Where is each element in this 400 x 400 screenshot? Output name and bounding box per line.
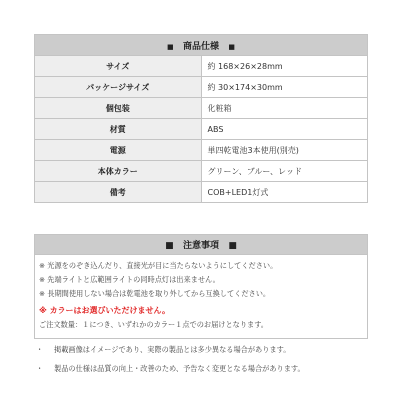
color-warning: ※ カラーはお選びいただけません。 (39, 306, 171, 315)
spec-row-material (35, 119, 368, 140)
spec-label: 材質 (35, 119, 202, 140)
spec-row-remarks (35, 182, 368, 203)
note-line: ※ 光源をのぞき込んだり、直接光が目に当たらないようにしてください。 (39, 261, 278, 270)
spec-row-size (35, 56, 368, 77)
spec-label: 電源 (35, 140, 202, 161)
bullet-icon: ・ (36, 344, 44, 354)
square-marker-icon: ■ (165, 241, 174, 251)
disclaimer-text: 掲載画像はイメージであり、実際の製品とは多少異なる場合があります。 (54, 344, 291, 354)
square-marker-icon: ■ (228, 42, 236, 51)
notes-body (35, 255, 368, 339)
spec-value: グリーン、ブルー、レッド (201, 161, 368, 182)
square-marker-icon: ■ (166, 42, 174, 51)
spec-row-packaging (35, 98, 368, 119)
disclaimer-text: 製品の仕様は品質の向上・改善のため、予告なく変更となる場合があります。 (54, 363, 305, 373)
notes-box (34, 234, 368, 339)
spec-value: 化粧箱 (201, 98, 368, 119)
square-marker-icon: ■ (228, 241, 237, 251)
spec-label: 本体カラー (35, 161, 202, 182)
spec-table-header (35, 35, 368, 56)
notes-title: 注意事項 (182, 241, 219, 251)
disclaimer-item (36, 359, 372, 378)
spec-label: パッケージサイズ (35, 77, 202, 98)
spec-value: 約 30×174×30mm (201, 77, 368, 98)
spec-value: 約 168×26×28mm (201, 56, 368, 77)
spec-table-title: 商品仕様 (182, 41, 219, 52)
bullet-icon: ・ (36, 363, 44, 373)
spec-row-power (35, 140, 368, 161)
note-line: ※ 長期間使用しない場合は乾電池を取り外してから互換してください。 (39, 289, 271, 298)
note-line: ※ 先端ライトと広範囲ライトの同時点灯は出来ません。 (39, 275, 220, 284)
spec-row-body-color (35, 161, 368, 182)
spec-row-package-size (35, 77, 368, 98)
disclaimers (36, 340, 372, 378)
order-note: ご注文数量：１につき、いずれかのカラー１点でのお届けとなります。 (39, 320, 268, 329)
spec-label: 備考 (35, 182, 202, 203)
spec-table (34, 34, 368, 203)
spec-label: 個包装 (35, 98, 202, 119)
notes-header (35, 235, 368, 255)
disclaimer-item (36, 340, 372, 359)
spec-value: ABS (201, 119, 368, 140)
spec-label: サイズ (35, 56, 202, 77)
spec-value: 単四乾電池3本使用(別売) (201, 140, 368, 161)
spec-value: COB+LED1灯式 (201, 182, 368, 203)
